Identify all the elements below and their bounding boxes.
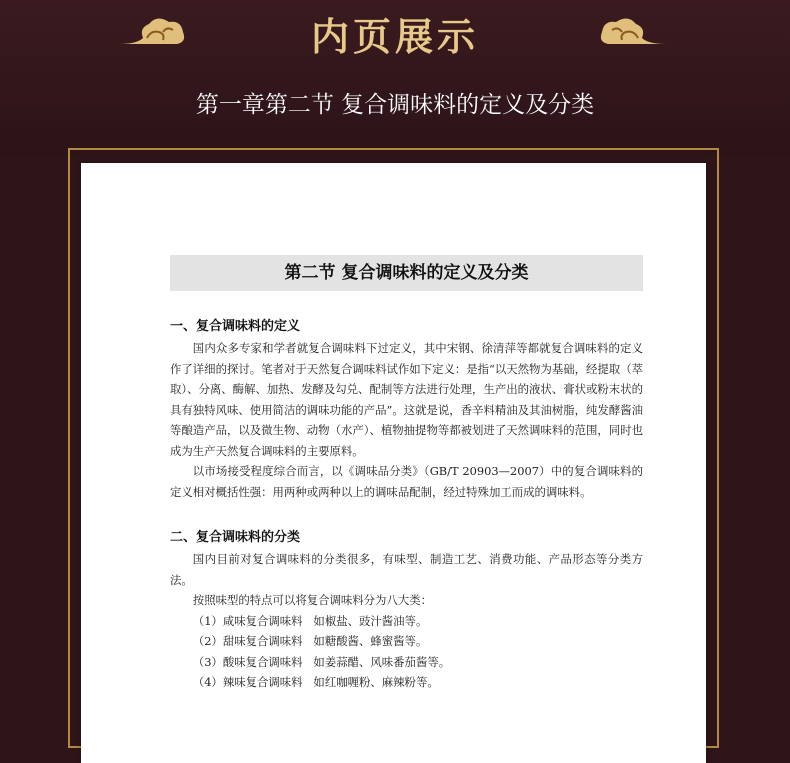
list-item: （1）咸味复合调味料 如椒盐、豉汁酱油等。 <box>192 613 428 628</box>
heading-classification: 二、复合调味料的分类 <box>170 530 301 545</box>
paragraph: 按照味型的特点可以将复合调味料分为八大类： <box>192 593 433 607</box>
list-item: （2）甜味复合调味料 如糖酸酱、蜂蜜酱等。 <box>192 634 428 648</box>
heading-definition: 一、复合调味料的定义 <box>170 319 301 334</box>
paragraph: 国内众多专家和学者就复合调味料下过定义，其中宋钢、徐清萍等都就复合调味料的定义作了详细的探讨。笔者对于天然复合调味料试作如下定义：是指“以天然物为基础，经提取（萃取）、分离、酶解、加热、发酵及勾兑、配制等方法进行处理，生产出的液状、膏状或粉末状的具有独特风味、使用简洁的调味功能的产品”。这就是说，香辛料精油及其油树脂，纯发酵酱油等酿造产品，以及微生物、动物（水产）、植物抽提物等都被划进了天然调味料的范围，同时也成为生产天然复合调味料的主要原料。 <box>170 341 643 458</box>
list-item: （4）辣味复合调味料 如红咖喱粉、麻辣粉等。 <box>192 675 439 689</box>
banner-subtitle: 第一章第二节 复合调味料的定义及分类 <box>195 92 595 118</box>
list-item: （3）酸味复合调味料 如姜蒜醋、风味番茄酱等。 <box>192 654 451 669</box>
banner-title: 内页展示 <box>310 14 479 59</box>
page-preview <box>81 163 706 763</box>
section-title: 第二节 复合调味料的定义及分类 <box>170 255 643 291</box>
paragraph: 以市场接受程度综合而言，以《调味品分类》（GB/T 20903—2007）中的复合调味料的定义相对概括性强：用两种或两种以上的调味品配制，经过特殊加工而成的调味料。 <box>170 464 643 499</box>
paragraph: 国内目前对复合调味料的分类很多，有味型、制造工艺、消费功能、产品形态等分类方法。 <box>170 552 643 587</box>
page-content <box>170 255 643 693</box>
